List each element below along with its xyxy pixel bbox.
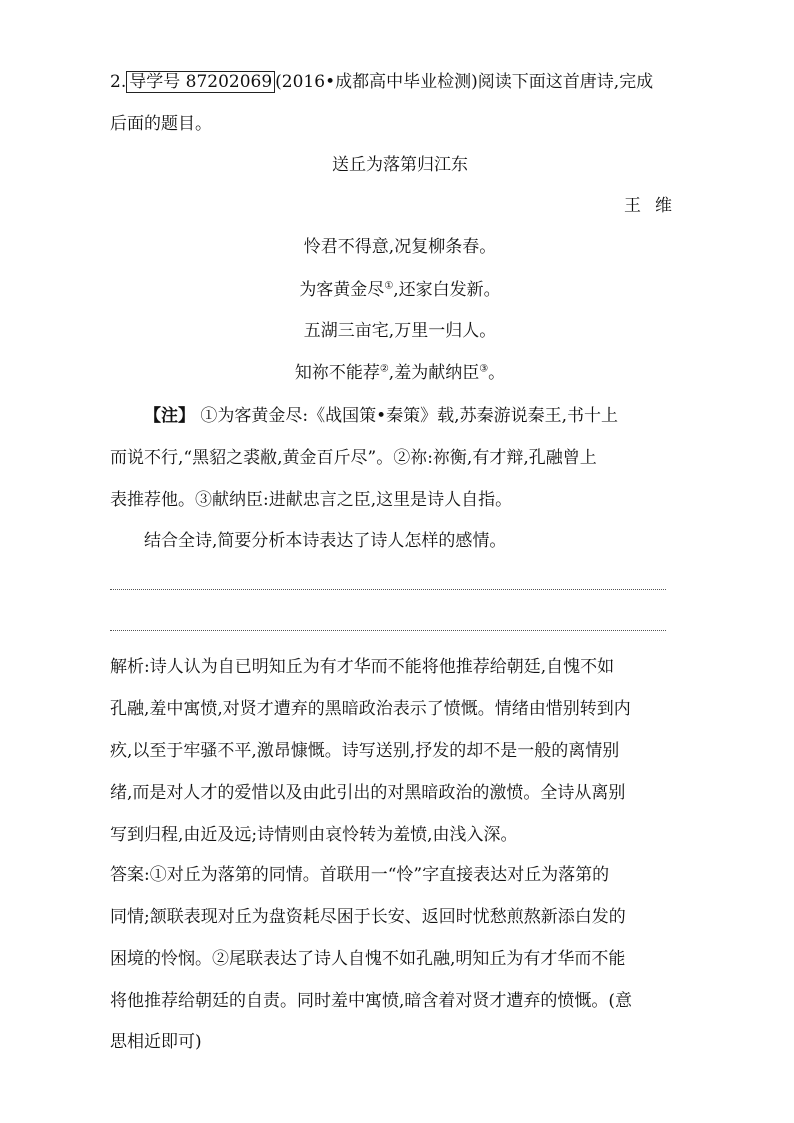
poem-line-4: 知祢不能荐②,羞为献纳臣③。 <box>294 363 506 383</box>
analysis-line-3: 疚,以至于牢骚不平,激昂慷慨。诗写送别,抒发的却不是一般的离情别 <box>110 741 620 761</box>
analysis-line-2: 孔融,羞中寓愤,对贤才遭弃的黑暗政治表示了愤慨。情绪由惜别转到内 <box>110 699 631 719</box>
analysis-line-5: 写到归程,由近及远;诗情则由哀怜转为羞愤,由浅入深。 <box>110 825 518 845</box>
poem-title: 送丘为落第归江东 <box>332 155 468 175</box>
reference-number-box: 导学号 87202069 <box>126 71 275 93</box>
answer-line-1 <box>110 589 666 590</box>
answer-line-2 <box>110 630 666 631</box>
note-line-1: 【注】 ①为客黄金尽:《战国策•秦策》载,苏秦游说秦王,书十上 <box>144 406 618 426</box>
poem-line-1: 怜君不得意,况复柳条春。 <box>303 237 497 257</box>
question-intro-line-1 <box>110 71 653 93</box>
question-number: 2. <box>110 72 127 92</box>
note-line-3: 表推荐他。③献纳臣:进献忠言之臣,这里是诗人自指。 <box>110 490 513 510</box>
answer-line-e: 思相近即可) <box>110 1032 202 1052</box>
answer-line-d: 将他推荐给朝廷的自责。同时羞中寓愤,暗含着对贤才遭弃的愤慨。(意 <box>110 991 633 1011</box>
question-intro-line-2: 后面的题目。 <box>110 114 212 134</box>
answer-line-a: 答案:①对丘为落第的同情。首联用一“怜”字直接表达对丘为落第的 <box>110 865 610 885</box>
note-line-2: 而说不行,“黑貂之裘敝,黄金百斤尽”。②祢:祢衡,有才辩,孔融曾上 <box>110 448 597 468</box>
poem-author: 王维 <box>624 196 686 216</box>
answer-line-c: 困境的怜悯。②尾联表达了诗人自愧不如孔融,明知丘为有才华而不能 <box>110 949 626 969</box>
poem-line-2: 为客黄金尽①,还家白发新。 <box>299 280 501 300</box>
analysis-line-1: 解析:诗人认为自已明知丘为有才华而不能将他推荐给朝廷,自愧不如 <box>110 657 615 677</box>
footnote-marker-2: ② <box>379 363 389 375</box>
question-intro: (2016•成都高中毕业检测)阅读下面这首唐诗,完成 <box>275 72 654 92</box>
footnote-marker-3: ③ <box>479 363 489 375</box>
footnote-marker-1: ① <box>384 280 394 292</box>
note-tag: 【注】 <box>144 406 195 426</box>
task-prompt: 结合全诗,简要分析本诗表达了诗人怎样的感情。 <box>144 531 507 551</box>
answer-line-b: 同情;颔联表现对丘为盘资耗尽困于长安、返回时忧愁煎熬新添白发的 <box>110 907 626 927</box>
poem-line-3: 五湖三亩宅,万里一归人。 <box>303 321 497 341</box>
analysis-line-4: 绪,而是对人才的爱惜以及由此引出的对黑暗政治的激愤。全诗从离别 <box>110 783 626 803</box>
